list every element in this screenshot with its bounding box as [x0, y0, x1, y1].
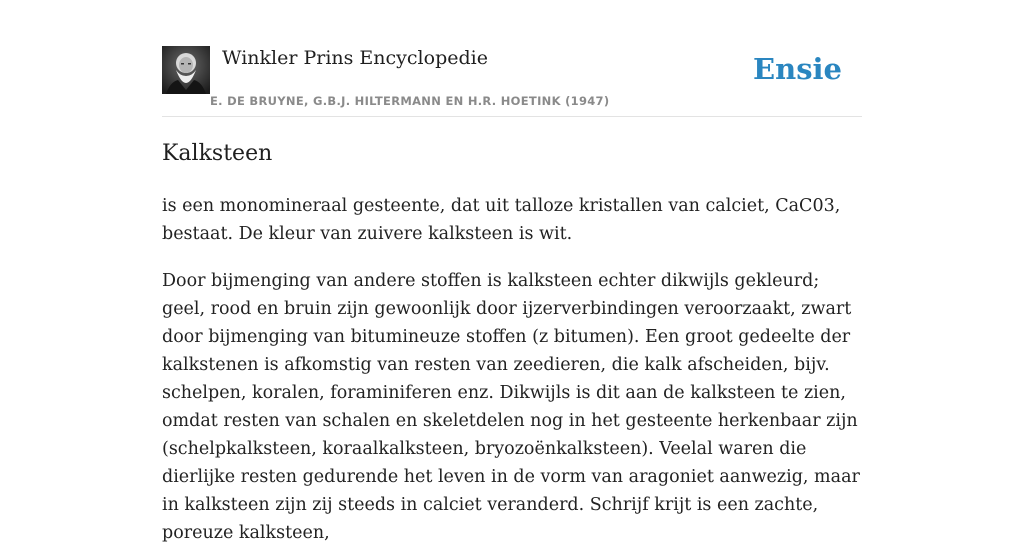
article	[162, 138, 862, 547]
article-paragraph-1: is een monomineraal gesteente, dat uit talloze kristallen van calciet, CaC03, bestaat. De kleur van zuivere kalksteen is wit.	[162, 196, 841, 244]
ensie-logo-link[interactable]: Ensie	[753, 52, 842, 86]
header	[162, 46, 862, 117]
author-portrait-avatar[interactable]	[162, 46, 210, 94]
article-paragraph-2: Door bijmenging van andere stoffen is kalksteen echter dikwijls gekleurd; geel, rood en bruin zijn gewoonlijk door ijzerverbindingen veroorzaakt, zwart door bijmenging van bitumineuze stoffen (z bitumen). Een groot gedeelte der kalkstenen is afkomstig van resten van zeedieren, die kalk afscheiden, bijv. schelpen, koralen, foraminiferen enz. Dikwijls is dit aan de kalksteen te zien, omdat resten van schalen en skeletdelen nog in het gesteente herkenbaar zijn (schelpkalksteen, koraalkalksteen, bryozoënkalksteen). Veelal waren die dierlijke resten gedurende het leven in de vorm van aragoniet aanwezig, maar in kalksteen zijn zij steeds in calciet veranderd. Schrijf krijt is een zachte, poreuze kalksteen,	[162, 271, 860, 543]
portrait-icon	[162, 46, 210, 94]
book-authors: E. DE BRUYNE, G.B.J. HILTERMANN EN H.R. HOETINK (1947)	[210, 94, 610, 108]
book-title[interactable]: Winkler Prins Encyclopedie	[222, 47, 488, 69]
entry-title: Kalksteen	[162, 141, 273, 166]
